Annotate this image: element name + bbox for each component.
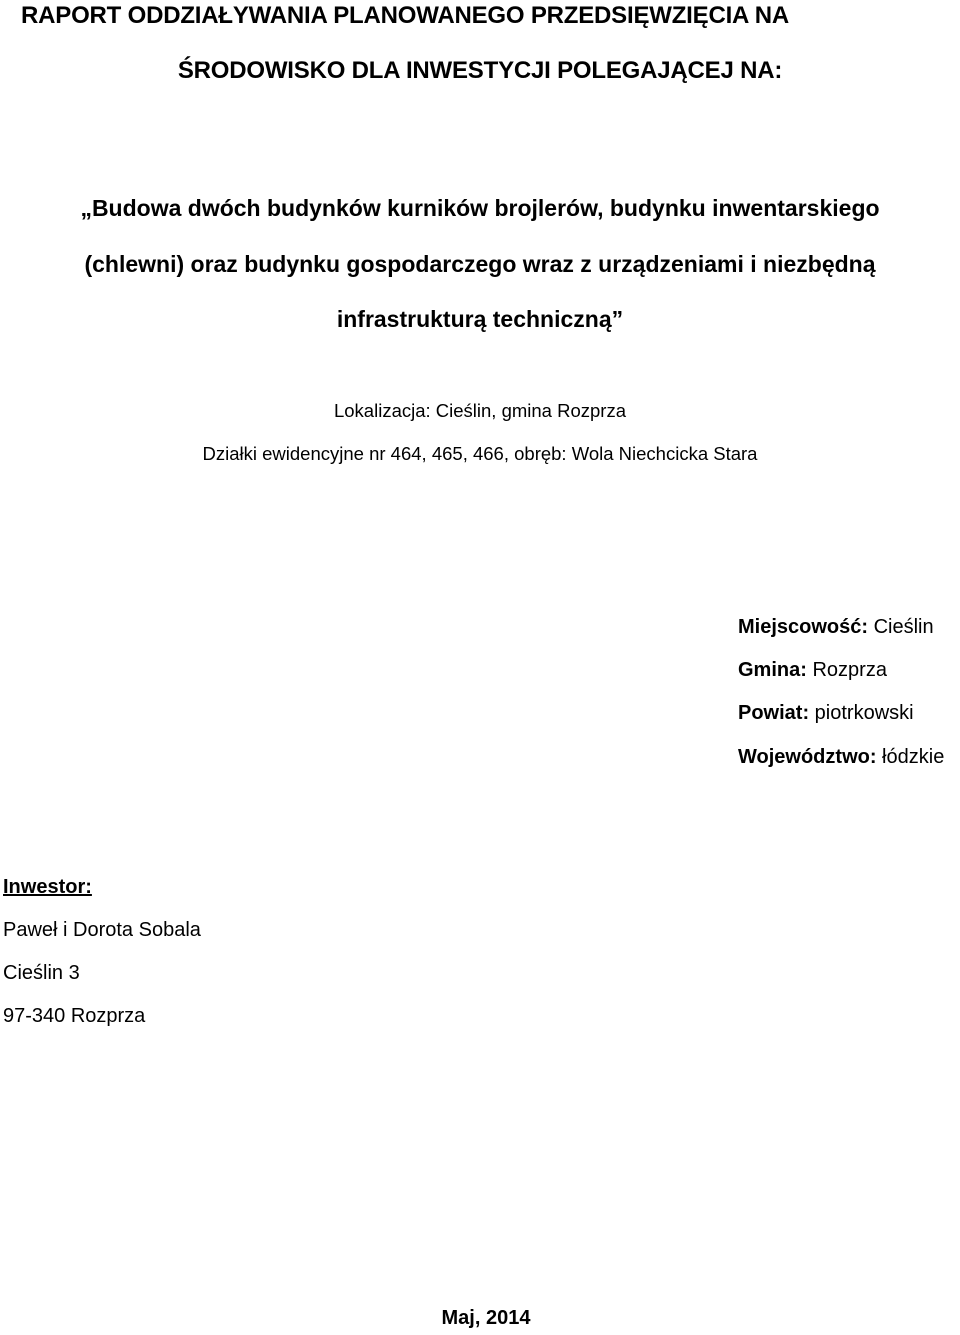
location-line: Lokalizacja: Cieślin, gmina Rozprza: [333, 400, 627, 421]
detail-county: [738, 702, 914, 725]
detail-value: piotrkowski: [809, 702, 914, 724]
parcels-line: Działki ewidencyjne nr 464, 465, 466, obręb: Wola Niechcicka Stara: [202, 443, 758, 464]
report-title-line-1: RAPORT ODDZIAŁYWANIA PLANOWANEGO PRZEDSIĘWZIĘCIA NA: [21, 2, 790, 29]
detail-value: Cieślin: [868, 616, 934, 638]
detail-voivodeship: [738, 746, 944, 769]
detail-label: Miejscowość:: [738, 616, 869, 638]
detail-locality: [738, 616, 934, 639]
subject-line-2: (chlewni) oraz budynku gospodarczego wraz z urządzeniami i niezbędną: [84, 251, 876, 277]
report-date: Maj, 2014: [441, 1307, 531, 1329]
detail-label: Województwo:: [738, 746, 877, 768]
detail-label: Gmina:: [738, 659, 807, 681]
investor-heading: Inwestor:: [3, 876, 92, 898]
investor-address-street: Cieślin 3: [3, 962, 80, 984]
investor-name: Paweł i Dorota Sobala: [3, 919, 201, 941]
subject-line-3: infrastrukturą techniczną”: [336, 306, 624, 332]
detail-commune: [738, 659, 887, 682]
detail-label: Powiat:: [738, 702, 810, 724]
report-title-line-2: ŚRODOWISKO DLA INWESTYCJI POLEGAJĄCEJ NA:: [177, 57, 783, 84]
investor-address-city: 97-340 Rozprza: [3, 1005, 146, 1027]
detail-value: łódzkie: [876, 746, 945, 768]
detail-value: Rozprza: [806, 659, 887, 681]
subject-line-1: „Budowa dwóch budynków kurników brojlerów, budynku inwentarskiego: [80, 195, 880, 221]
